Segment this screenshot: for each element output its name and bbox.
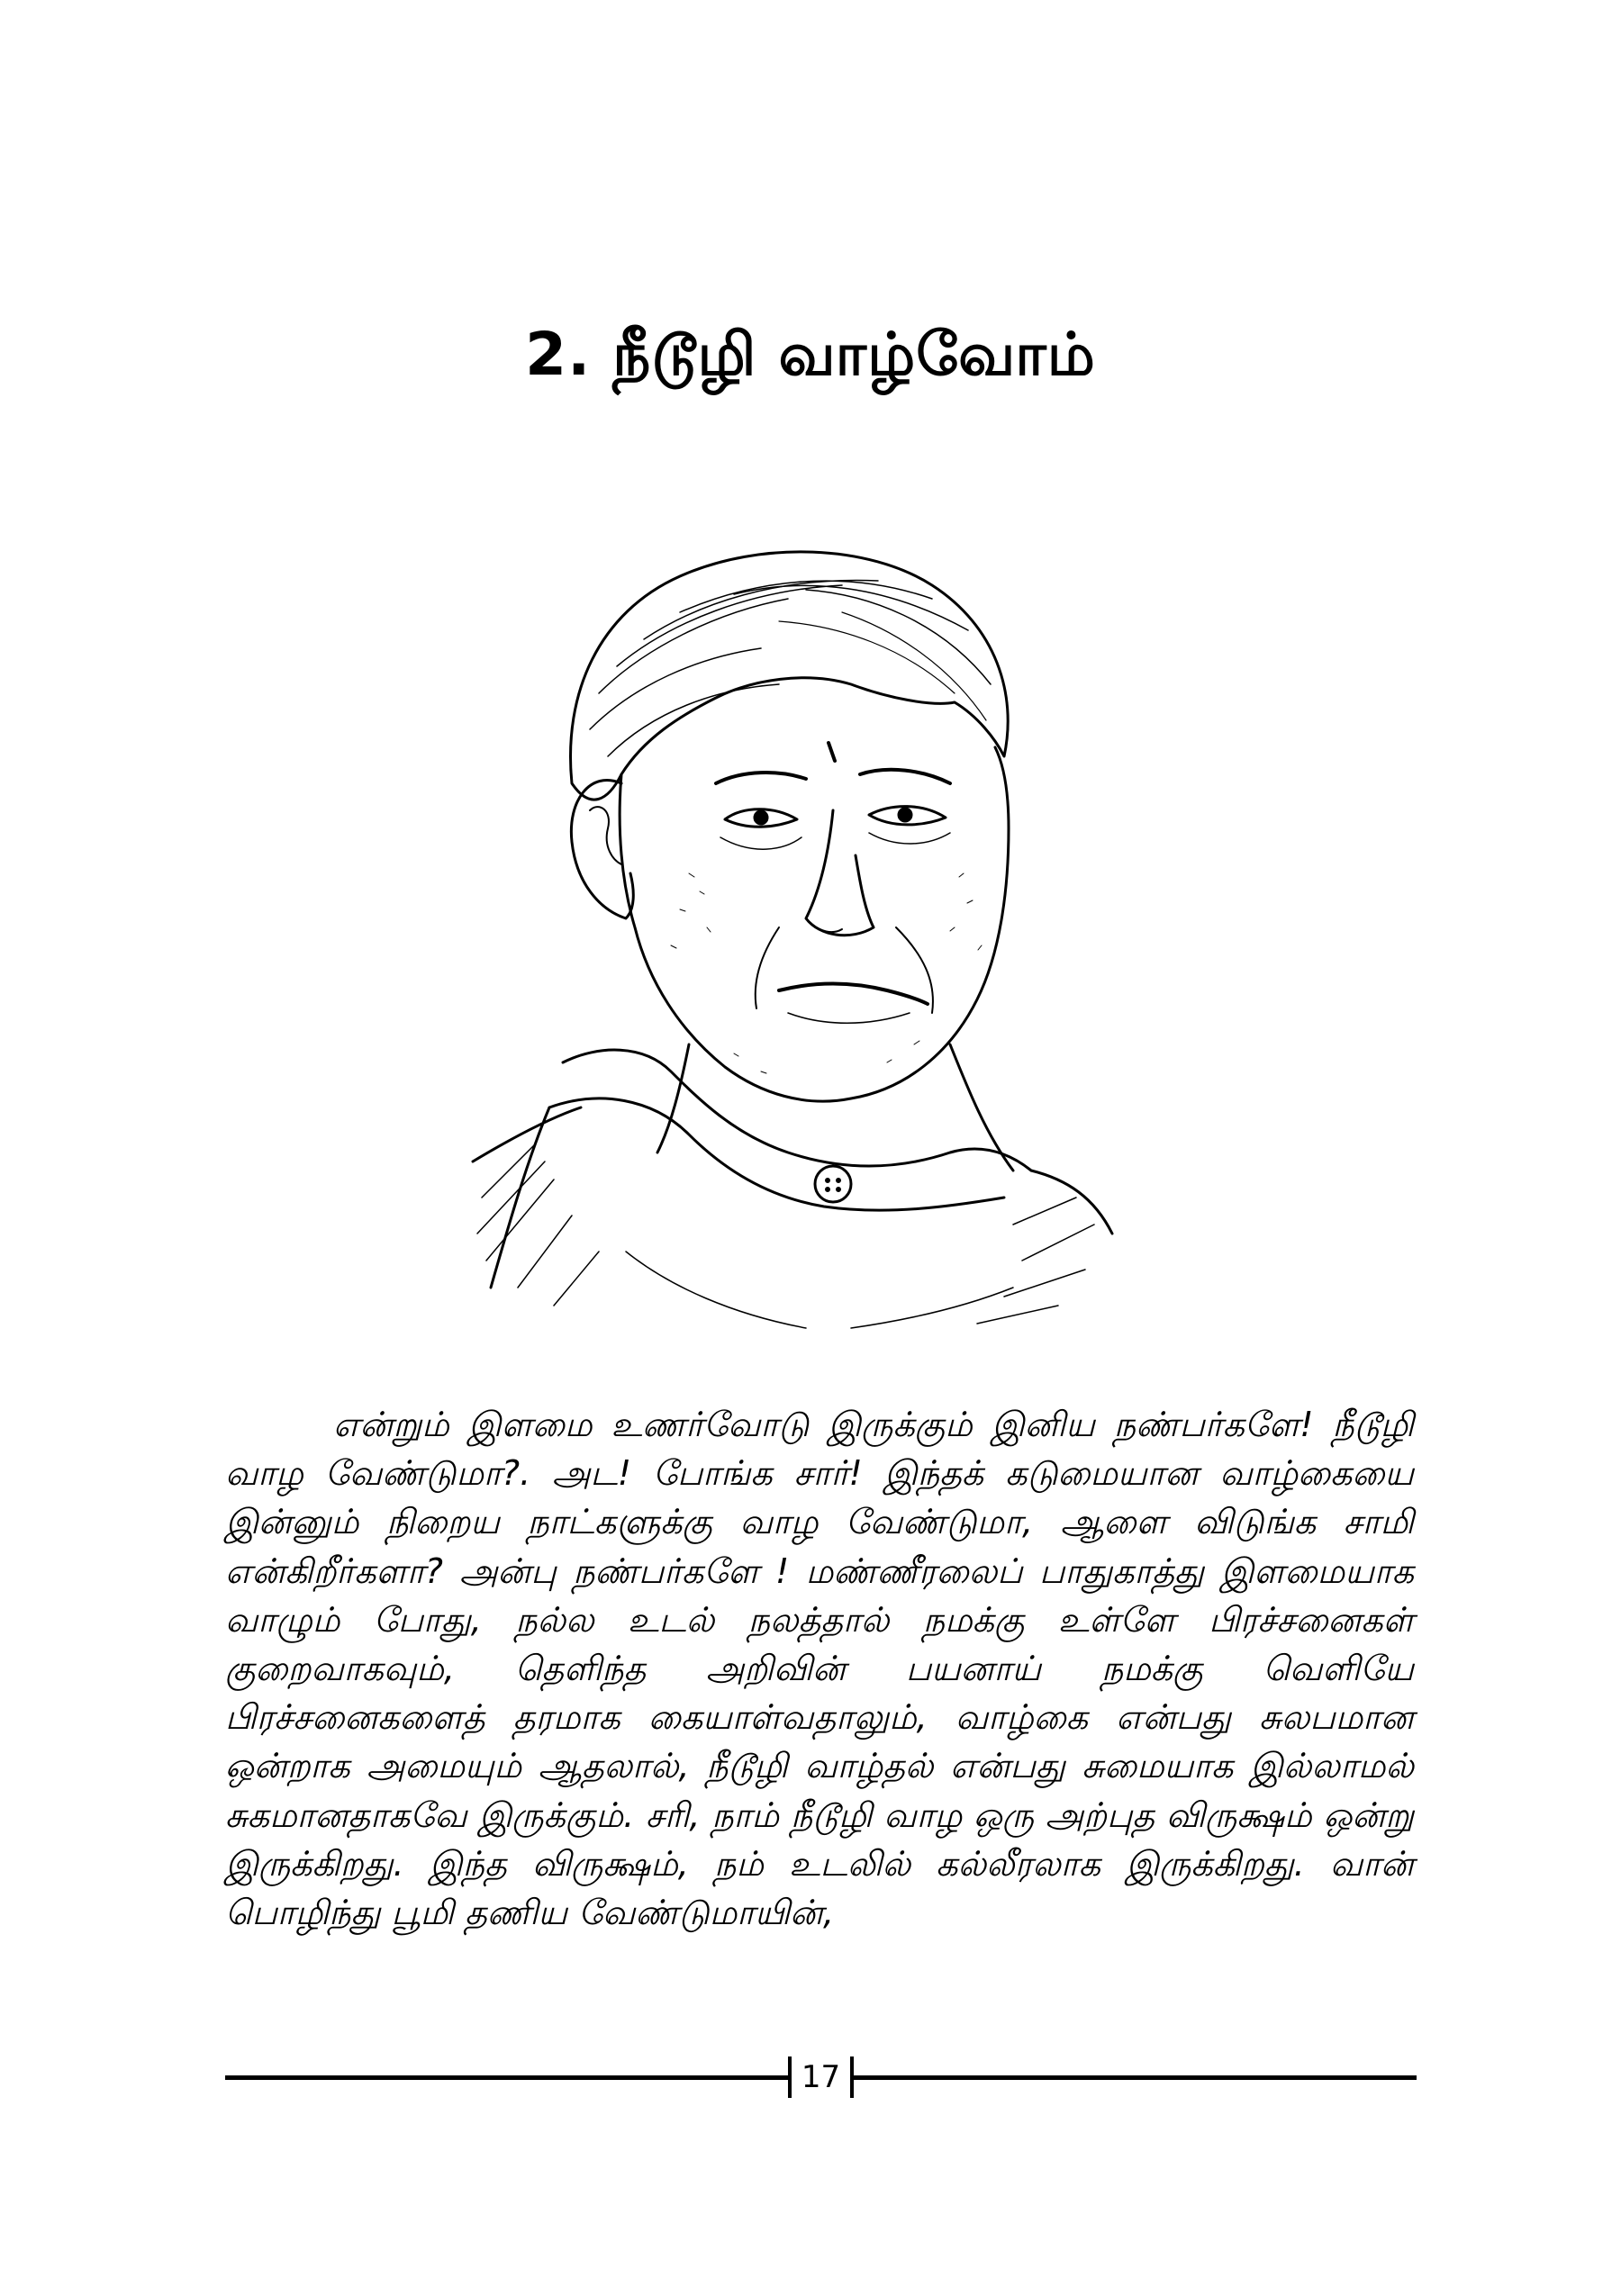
nose: [806, 810, 874, 936]
shirt-outline: [473, 1107, 581, 1288]
footer-rule-right: [854, 2075, 1417, 2080]
neck-outline: [657, 1044, 689, 1153]
ear-outline: [571, 780, 633, 918]
portrait-sketch: [464, 513, 1121, 1342]
right-eyebrow: [860, 770, 950, 783]
chapter-title: 2. நீடூழி வாழ்வோம்: [525, 320, 1096, 390]
left-eyebrow: [716, 773, 806, 783]
body-paragraph: என்றும் இளமை உணர்வோடு இருக்கும் இனிய நண்பர்களே! நீடூழி வாழ வேண்டுமா?. அட! போங்க சார்! இந்தக் கடுமையான வாழ்கையை இன்னும் நிறைய நாட்களுக்கு வாழ வேண்டுமா, ஆளை விடுங்க சாமி என்கிறீர்களா? அன்பு நண்பர்களே ! மண்ணீரலைப் பாதுகாத்து இளமையாக வாழும் போது, நல்ல உடல் நலத்தால் நமக்கு உள்ளே பிரச்சனைகள் குறைவாகவும், தெளிந்த அறிவின் பயனாய் நமக்கு வெளியே பிரச்சனைகளைத் தரமாக கையாள்வதாலும், வாழ்கை என்பது சுலபமான ஒன்றாக அமையும் ஆதலால், நீடூழி வாழ்தல் என்பது சுமையாக இல்லாமல் சுகமானதாகவே இருக்கும். சரி, நாம் நீடூழி வாழ ஒரு அற்புத விருக்ஷம் ஒன்று இருக்கிறது. இந்த விருக்ஷம், நம் உடலில் கல்லீரலாக இருக்கிறது. வான் பொழிந்து பூமி தணிய வேண்டுமாயின்,: [225, 1405, 1414, 1933]
page-number: 17: [801, 2059, 841, 2095]
hair-outline: [571, 552, 1009, 800]
collar-button: [815, 1166, 851, 1202]
footer-rule-left: [225, 2075, 788, 2080]
mouth: [779, 984, 928, 1005]
